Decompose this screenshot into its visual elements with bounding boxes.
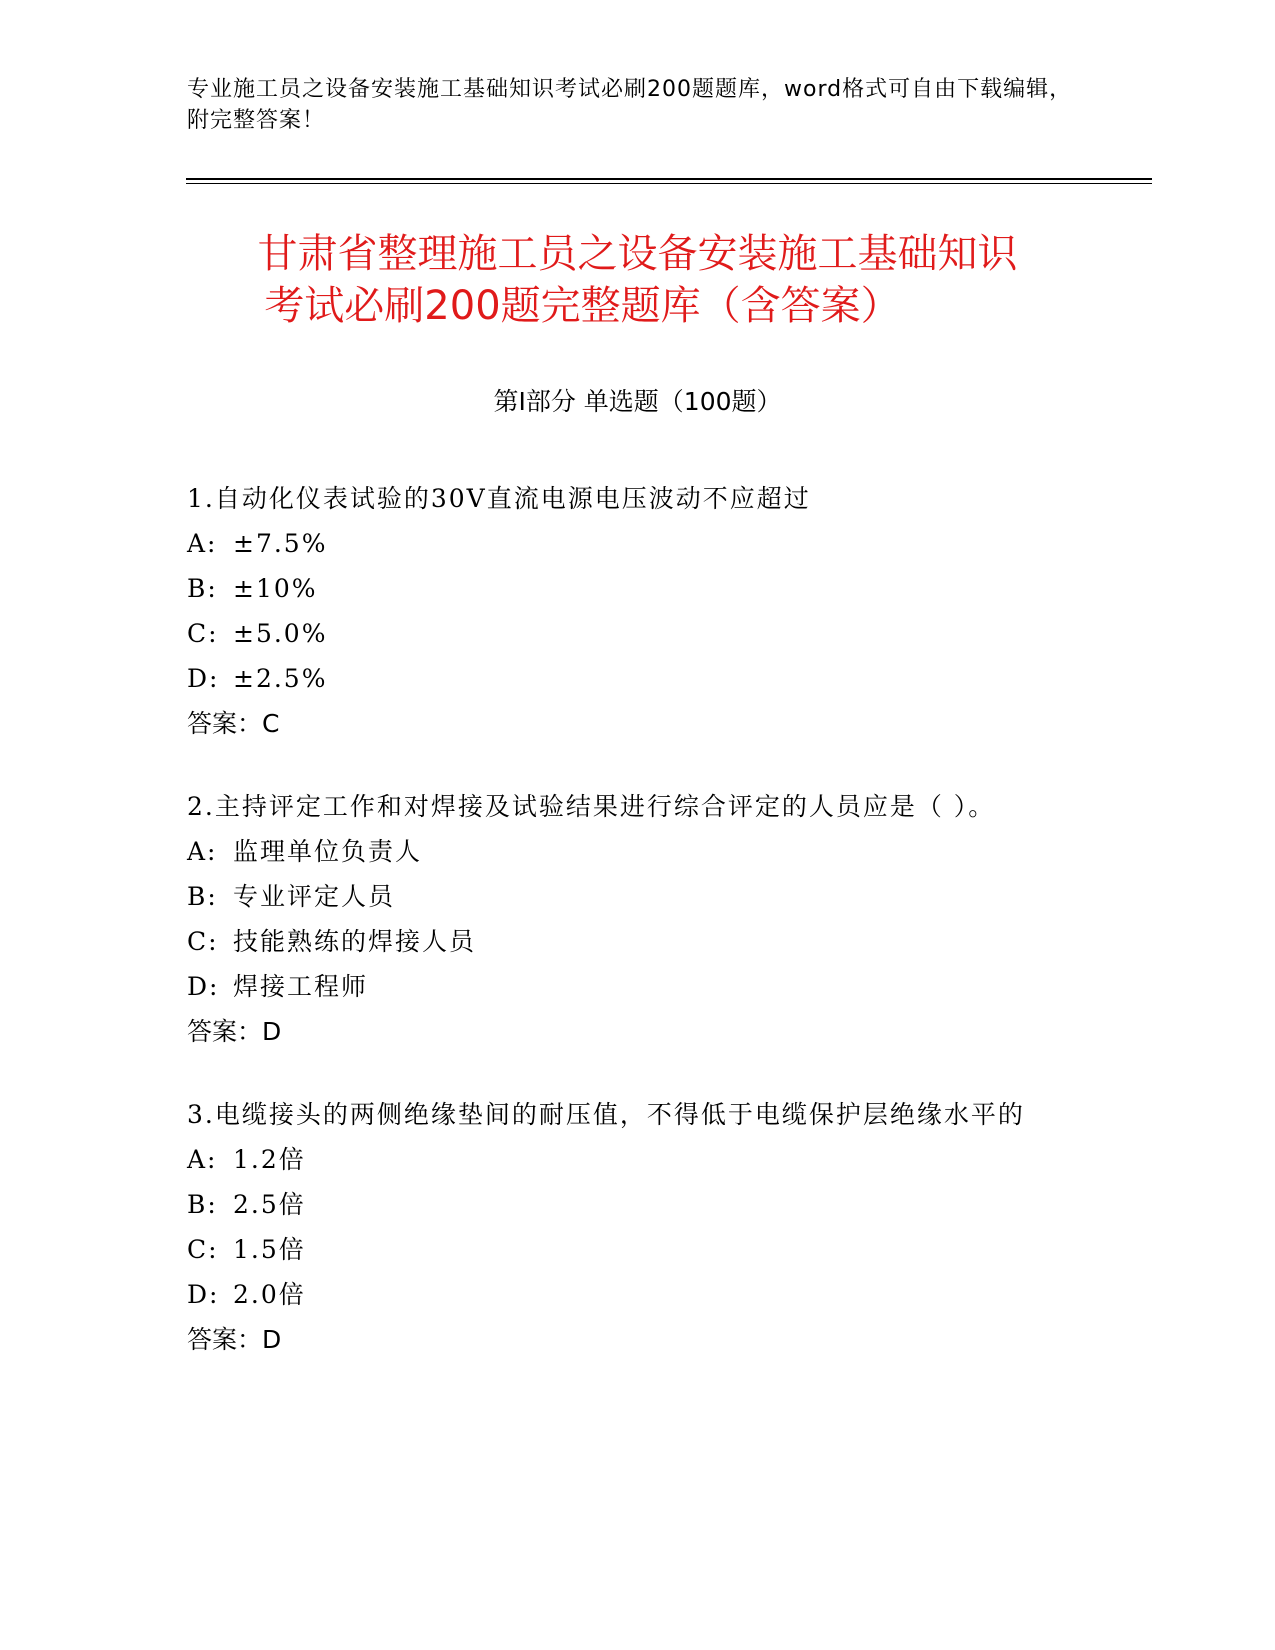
option-text: ±10% xyxy=(233,574,318,603)
header-divider-thick xyxy=(186,178,1152,180)
option-key: A: xyxy=(187,837,218,866)
option-a xyxy=(187,829,1067,874)
option-text: 技能熟练的焊接人员 xyxy=(233,927,477,956)
option-text: 1.5倍 xyxy=(233,1235,306,1264)
option-key: A: xyxy=(187,1145,218,1174)
option-c xyxy=(187,611,1067,656)
option-a xyxy=(187,521,1067,566)
answer-line: 答案：C xyxy=(187,709,280,738)
page-title-line1: 甘肃省整理施工员之设备安装施工基础知识 xyxy=(257,231,1018,277)
option-text: 2.0倍 xyxy=(233,1280,306,1309)
option-c xyxy=(187,919,1067,964)
option-text: 专业评定人员 xyxy=(233,882,396,911)
question-list xyxy=(187,476,1067,1400)
option-key: C: xyxy=(187,619,219,648)
option-key: B: xyxy=(187,1190,218,1219)
option-c xyxy=(187,1227,1067,1272)
section-title: 第Ⅰ部分 单选题（100题） xyxy=(493,387,782,416)
answer-line: 答案：D xyxy=(187,1017,282,1046)
page-title-line2: 考试必刷200题完整题库（含答案） xyxy=(264,283,901,329)
option-text: ±2.5% xyxy=(233,664,328,693)
option-text: 1.2倍 xyxy=(233,1145,306,1174)
option-d xyxy=(187,656,1067,701)
question-2 xyxy=(187,784,1067,1054)
option-d xyxy=(187,1272,1067,1317)
page-title xyxy=(150,228,1125,332)
question-stem: 1.自动化仪表试验的30V直流电源电压波动不应超过 xyxy=(187,484,811,513)
header-note: 专业施工员之设备安装施工基础知识考试必刷200题题库，word格式可自由下载编辑，附完整答案！ xyxy=(187,77,1073,133)
option-text: 焊接工程师 xyxy=(233,972,369,1001)
option-d xyxy=(187,964,1067,1009)
option-text: ±5.0% xyxy=(233,619,328,648)
option-a xyxy=(187,1137,1067,1182)
option-text: 2.5倍 xyxy=(233,1190,306,1219)
option-key: B: xyxy=(187,574,218,603)
question-1 xyxy=(187,476,1067,746)
option-text: 监理单位负责人 xyxy=(233,837,423,866)
question-3 xyxy=(187,1092,1067,1362)
option-key: C: xyxy=(187,927,219,956)
question-stem: 3.电缆接头的两侧绝缘垫间的耐压值，不得低于电缆保护层绝缘水平的 xyxy=(187,1100,1025,1129)
option-b xyxy=(187,566,1067,611)
option-text: ±7.5% xyxy=(233,529,328,558)
answer-line: 答案：D xyxy=(187,1325,282,1354)
header-divider-thin xyxy=(186,183,1152,184)
question-stem: 2.主持评定工作和对焊接及试验结果进行综合评定的人员应是（ ）。 xyxy=(187,792,996,821)
option-key: A: xyxy=(187,529,218,558)
option-b xyxy=(187,1182,1067,1227)
option-b xyxy=(187,874,1067,919)
option-key: C: xyxy=(187,1235,219,1264)
option-key: B: xyxy=(187,882,218,911)
option-key: D: xyxy=(187,972,220,1001)
option-key: D: xyxy=(187,664,220,693)
option-key: D: xyxy=(187,1280,220,1309)
